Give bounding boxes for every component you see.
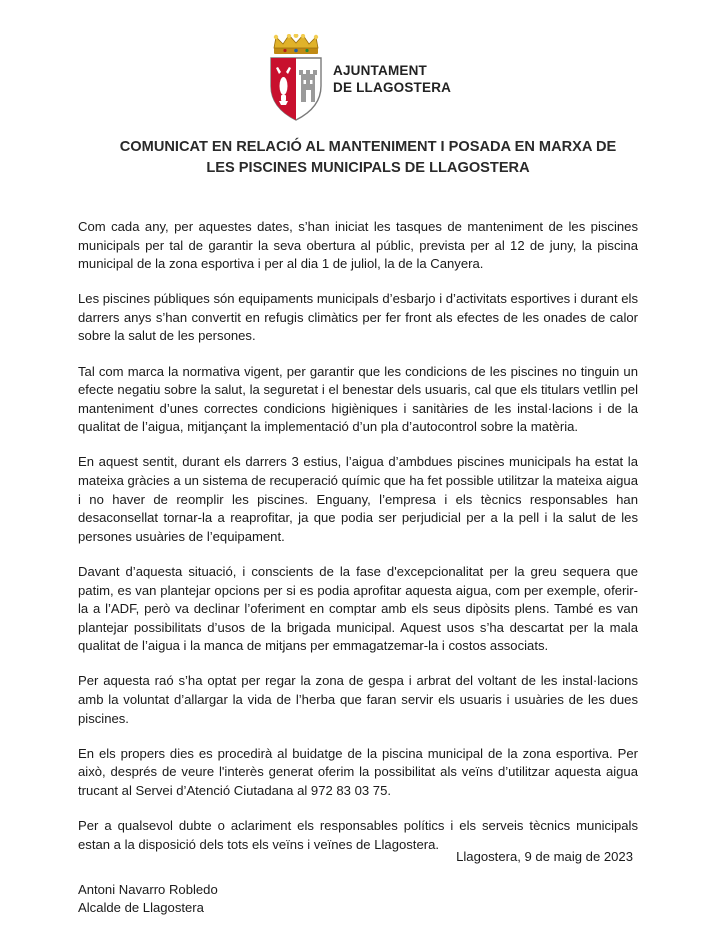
- crown-icon: [274, 34, 318, 54]
- body-paragraph-5: Davant d’aquesta situació, i conscients de la fase d'excepcionalitat per la greu sequera que patim, es van plantejar opcions per si es podia aprofitar aquesta aigua, com per exemple, oferir-la a l’ADF, però va declinar l’oferiment en comptar amb els seus dipòsits plens. També es van plantejar possibilitats d’usos de la brigada municipal. Aquest usos s’ha descartat per la mala qualitat de l’aigua i la manca de mitjans per emmagatzemar-la i costos associats.: [78, 563, 638, 654]
- body-paragraph-6: Per aquesta raó s’ha optat per regar la zona de gespa i arbrat del voltant de les instal·lacions amb la voluntat d’allargar la vida de l’herba que faran servir els usuaris i usuàries de les dues piscines.: [78, 673, 638, 726]
- shield-icon: [271, 58, 321, 120]
- document-title: [60, 137, 676, 179]
- document-title-line2: LES PISCINES MUNICIPALS DE LLAGOSTERA: [206, 160, 530, 176]
- signatory-name: Antoni Navarro Robledo: [78, 882, 218, 897]
- body-paragraph-7: En els propers dies es procedirà al buidatge de la piscina municipal de la zona esportiva. Per això, després de veure l'interès generat oferim la possibilitat als veïns d’utilitzar aquesta aigua trucant al Servei d’Atenció Ciutadana al 972 83 03 75.: [78, 745, 638, 798]
- body-paragraph-1: Com cada any, per aquestes dates, s’han iniciat les tasques de manteniment de les piscines municipals per tal de garantir la seva obertura al públic, prevista per al 12 de juny, la piscina municipal de la zona esportiva i per al dia 1 de juliol, la de la Canyera.: [78, 219, 638, 272]
- signatory-role: Alcalde de Llagostera: [78, 900, 204, 916]
- organization-name: [333, 62, 451, 96]
- signature-block: [78, 881, 218, 918]
- coat-of-arms-icon: [268, 34, 324, 124]
- body-paragraph-8: Per a qualsevol dubte o aclariment els responsables polítics i els serveis tècnics municipals estan a la disposició dels tots els veïns i veïnes de Llagostera.: [78, 817, 638, 852]
- body-paragraph-2: Les piscines públiques són equipaments municipals d’esbarjo i d’activitats esportives i durant els darrers anys s’han convertit en refugis climàtics per fer front als efectes de les onades de calor sobre la salut de les persones.: [78, 291, 638, 344]
- document-title-line1: COMUNICAT EN RELACIÓ AL MANTENIMENT I POSADA EN MARXA DE: [119, 139, 617, 155]
- organization-name-line2: DE LLAGOSTERA: [333, 80, 452, 95]
- organization-name-line1: AJUNTAMENT: [333, 63, 427, 78]
- body-paragraph-3: Tal com marca la normativa vigent, per garantir que les condicions de les piscines no tinguin un efecte negatiu sobre la salut, la seguretat i el benestar dels usuaris, cal que els titulars vetllin pel manteniment d’unes correctes condicions higièniques i sanitàries de les instal·lacions i de la qualitat de l’aigua, mitjançant la implementació d’un pla d’autocontrol sobre la matèria.: [78, 363, 638, 435]
- body-paragraph-4: En aquest sentit, durant els darrers 3 estius, l’aigua d’ambdues piscines municipals ha estat la mateixa gràcies a un sistema de recuperació químic que ha fet possible utilitzar la mateixa aigua i no haver de reomplir les piscines. Enguany, l’empresa i els tècnics responsables han desaconsellat tornar-la a reaprofitar, ja que podia ser perjudicial per a la pell i la salut de les persones usuàries de l’equipament.: [78, 454, 638, 544]
- place-and-date: Llagostera, 9 de maig de 2023: [456, 849, 633, 864]
- document-body: [78, 218, 638, 871]
